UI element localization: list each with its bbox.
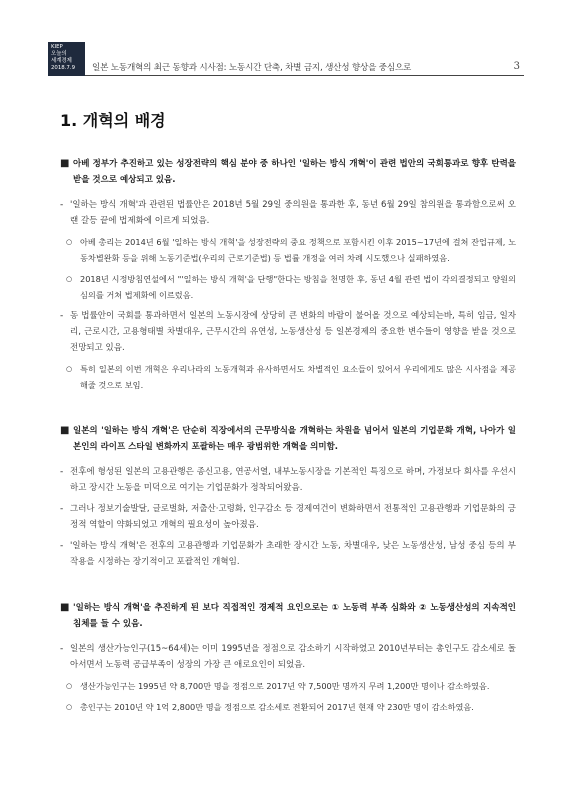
sub-point [66, 234, 516, 266]
dash-point [60, 501, 516, 533]
sub-point [66, 699, 516, 715]
paragraph-text: 일본의 생산가능인구(15~64세)는 이미 1995년을 정점으로 감소하기 시작하였고 2010년부터는 총인구도 감소세로 돌아서면서 노동력 공급부족이 성장의 가장 큰 애로요인이 되었음. [70, 644, 516, 670]
dash-point [60, 641, 516, 673]
paragraph-text: '일하는 방식 개혁'을 추진하게 된 보다 직접적인 경제적 요인으로는 ① 노동력 부족 심화와 ② 노동생산성의 지속적인 침체를 들 수 있음. [73, 603, 516, 629]
bullet-marker: - [60, 467, 64, 477]
paragraph-text: '일하는 방식 개혁'은 전후의 고용관행과 기업문화가 초래한 장시간 노동, 차별대우, 낮은 노동생산성, 남성 중심 등의 부작용을 시정하는 장기적이고 포괄적인 개혁임. [70, 541, 516, 567]
paragraph-text: 아베 정부가 추진하고 있는 성장전략의 핵심 분야 중 하나인 '일하는 방식 개혁'이 관련 법안의 국회통과로 향후 탄력을 받을 것으로 예상되고 있음. [73, 159, 516, 185]
paragraph-text: 총인구는 2010년 약 1억 2,800만 명을 정점으로 감소세로 전환되어 2017년 현재 약 230만 명이 감소하였음. [80, 702, 474, 712]
main-point [60, 423, 516, 455]
bullet-marker: ■ [60, 602, 70, 613]
bullet-marker: ○ [66, 238, 73, 246]
kiep-badge [48, 42, 85, 76]
bullet-marker: ■ [60, 425, 70, 436]
sub-point [66, 361, 516, 393]
dash-point [60, 538, 516, 570]
main-point [60, 156, 516, 188]
dash-point [60, 197, 516, 229]
main-point [60, 600, 516, 632]
dash-point [60, 464, 516, 496]
dash-point [60, 308, 516, 356]
page-number: 3 [513, 61, 520, 72]
paragraph-text: 특히 일본의 이번 개혁은 우리나라의 노동개혁과 유사하면서도 차별적인 요소들이 있어서 우리에게도 많은 시사점을 제공해줄 것으로 보임. [80, 364, 516, 390]
content-block [60, 156, 516, 393]
paragraph-text: 일본의 '일하는 방식 개혁'은 단순히 직장에서의 근무방식을 개혁하는 차원을 넘어서 일본의 기업문화 개혁, 나아가 일본인의 라이프 스타일 변화까지 포괄하는 매우 광범위한 개혁을 의미함. [73, 426, 516, 452]
badge-line: 2018.7.9 [51, 65, 76, 71]
bullet-marker: ○ [66, 703, 73, 711]
running-title: 일본 노동개혁의 최근 동향과 시사점: 노동시간 단축, 차별 금지, 생산성 향상을 중심으로 [92, 63, 412, 73]
header-rule [85, 75, 524, 76]
body-content [60, 156, 516, 745]
paragraph-text: 그러나 정보기술발달, 글로벌화, 저출산·고령화, 인구감소 등 경제여건이 변화하면서 전통적인 고용관행과 기업문화의 긍정적 역할이 약화되었고 개혁의 필요성이 높아졌음. [70, 504, 516, 530]
paragraph-text: '일하는 방식 개혁'과 관련된 법률안은 2018년 5월 29일 중의원을 통과한 후, 동년 6월 29일 참의원을 통과함으로써 오랜 갈등 끝에 법제화에 이르게 되었음. [70, 200, 516, 226]
content-block [60, 600, 516, 715]
bullet-marker: - [60, 311, 64, 321]
badge-line: KIEP [51, 44, 63, 50]
bullet-marker: ■ [60, 158, 70, 169]
paragraph-text: 동 법률안이 국회를 통과하면서 일본의 노동시장에 상당히 큰 변화의 바람이 불어올 것으로 예상되는바, 특히 임금, 일자리, 근로시간, 고용형태별 차별대우, 근무시간의 유연성, 노동생산성 등 일본경제의 중요한 변수들이 영향을 받을 것으로 전망되고 있음. [70, 311, 516, 353]
bullet-marker: - [60, 644, 64, 654]
bullet-marker: - [60, 541, 64, 551]
page-header [48, 42, 524, 76]
section-title: 1. 개혁의 배경 [60, 111, 166, 130]
content-block [60, 423, 516, 570]
paragraph-text: 전후에 형성된 일본의 고용관행은 종신고용, 연공서열, 내부노동시장을 기본적인 특징으로 하며, 가정보다 회사를 우선시하고 장시간 노동을 미덕으로 여기는 기업문화가 정착되어왔음. [70, 467, 516, 493]
bullet-marker: ○ [66, 275, 73, 283]
badge-line: 오늘의 [51, 51, 67, 57]
bullet-marker: - [60, 504, 64, 514]
bullet-marker: ○ [66, 365, 73, 373]
bullet-marker: ○ [66, 682, 73, 690]
sub-point [66, 271, 516, 303]
paragraph-text: 생산가능인구는 1995년 약 8,700만 명을 정점으로 2017년 약 7,500만 명까지 무려 1,200만 명이나 감소하였음. [80, 681, 490, 691]
sub-point [66, 678, 516, 694]
paragraph-text: 2018년 시정방침연설에서 "'일하는 방식 개혁'을 단행"한다는 방침을 천명한 후, 동년 4월 관련 법이 각의결정되고 양원의 심의를 거쳐 법제화에 이르렀음. [80, 274, 516, 300]
badge-line: 세계경제 [51, 58, 72, 64]
paragraph-text: 아베 총리는 2014년 6월 '일하는 방식 개혁'을 성장전략의 중요 정책으로 포함시킨 이후 2015~17년에 걸쳐 잔업규제, 노동차별완화 등을 위해 노동기준법(우리의 근로기준법) 등 법률 개정을 여러 차례 시도했으나 실패하였음. [80, 237, 516, 263]
bullet-marker: - [60, 200, 64, 210]
